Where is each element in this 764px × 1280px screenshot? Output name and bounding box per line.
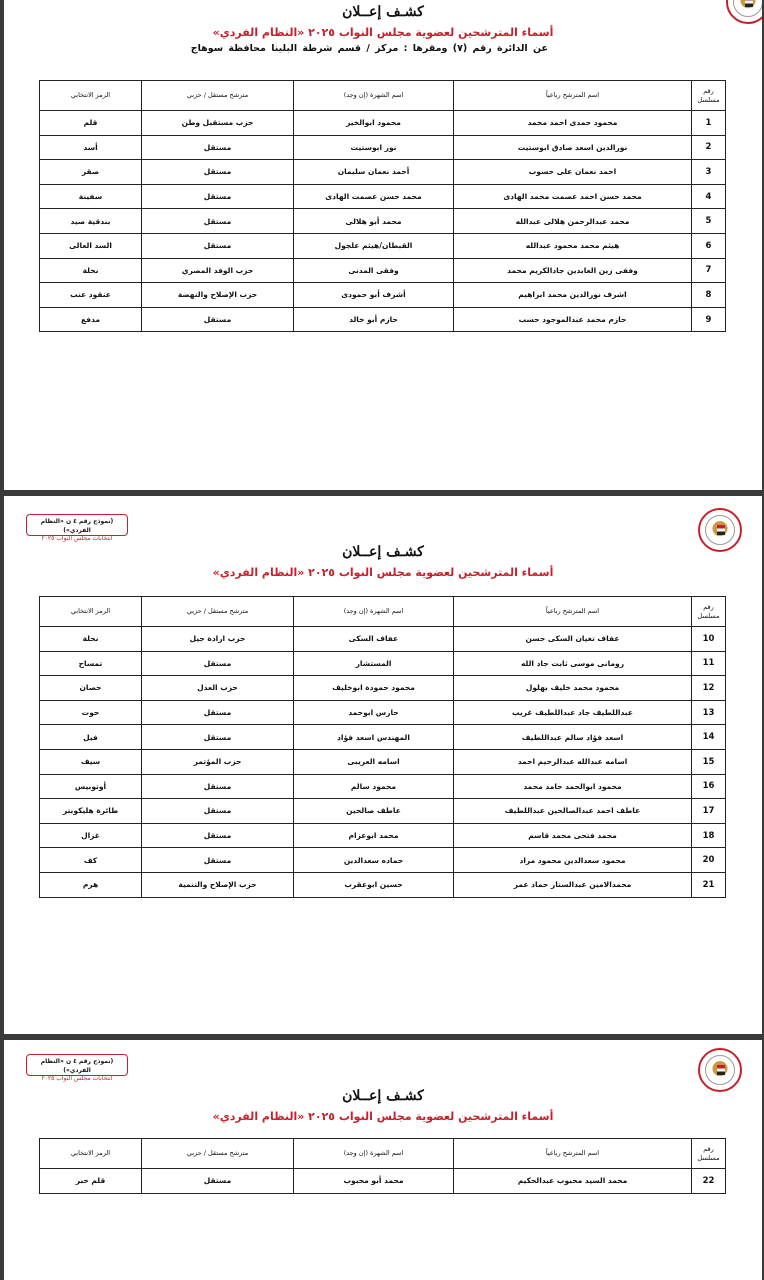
stamp-form-number: (نموذج رقم ٤ ن «النظام الفردي»): [40, 1058, 114, 1074]
table-row: [40, 233, 726, 258]
cell-party: مستقل: [142, 823, 294, 848]
district-info: عن الدائرة رقم (٧) ومقرها : مركز / قسم شرطة البلينا محافظة سوهاج: [190, 43, 548, 54]
cell-serial: 4: [692, 184, 726, 209]
cell-name: اشرف نورالدين محمد ابراهيم: [454, 283, 692, 308]
cell-fame: نور ابوستيت: [294, 135, 454, 160]
page-title: كشـف إعــلان: [342, 4, 424, 20]
cell-serial: 11: [692, 651, 726, 676]
cell-party: حزب ارادة جيل: [142, 627, 294, 652]
cell-fame: عاطف صالحين: [294, 799, 454, 824]
candidates-table: [39, 1138, 726, 1194]
cell-serial: 6: [692, 233, 726, 258]
table-row: [40, 307, 726, 332]
cell-serial: 9: [692, 307, 726, 332]
cell-serial: 17: [692, 799, 726, 824]
page-subtitle: أسماء المترشحين لعضوية مجلس النواب ٢٠٢٥ «النظام الفردي»: [212, 1110, 554, 1123]
cell-fame: حماده سعدالدين: [294, 848, 454, 873]
cell-symbol: حوت: [40, 700, 142, 725]
header-party: مترشح مستقل / حزبي: [142, 597, 294, 627]
cell-name: حازم محمد عبدالموجود حسب: [454, 307, 692, 332]
cell-symbol: بندقية صيد: [40, 209, 142, 234]
table-row: [40, 1169, 726, 1194]
form-stamp: [26, 1054, 128, 1082]
egypt-emblem-logo: [698, 1048, 742, 1092]
cell-symbol: نحلة: [40, 627, 142, 652]
cell-symbol: فيل: [40, 725, 142, 750]
cell-name: وفقى زين العابدين جادالكريم محمد: [454, 258, 692, 283]
table-header-row: [40, 81, 726, 111]
stamp-form-number: (نموذج رقم ٤ ن «النظام الفردي»): [40, 518, 114, 534]
page-title: كشـف إعــلان: [342, 1088, 424, 1104]
table-row: [40, 184, 726, 209]
cell-serial: 13: [692, 700, 726, 725]
stamp-election-name: انتخابات مجلس النواب ٢٠٢٥: [41, 1075, 113, 1082]
page-subtitle: أسماء المترشحين لعضوية مجلس النواب ٢٠٢٥ «النظام الفردي»: [212, 26, 554, 39]
cell-name: عفاف تغيان السكى حسن: [454, 627, 692, 652]
cell-name: اسامه عبدالله عبدالرحيم احمد: [454, 749, 692, 774]
cell-party: حزب الوفد المصري: [142, 258, 294, 283]
cell-serial: 22: [692, 1169, 726, 1194]
cell-symbol: نخلة: [40, 258, 142, 283]
header-party: مترشح مستقل / حزبي: [142, 81, 294, 111]
header-name: اسم المترشح رباعياً: [454, 81, 692, 111]
cell-party: مستقل: [142, 135, 294, 160]
header-symbol: الرمز الانتخابي: [40, 1139, 142, 1169]
cell-name: عاطف احمد عبدالصالحين عبداللطيف: [454, 799, 692, 824]
page-title: كشـف إعــلان: [342, 544, 424, 560]
cell-name: محمود حمدى احمد محمد: [454, 111, 692, 136]
table-row: [40, 872, 726, 897]
cell-party: مستقل: [142, 848, 294, 873]
table-row: [40, 111, 726, 136]
cell-name: محمود ابوالحمد حامد محمد: [454, 774, 692, 799]
cell-fame: القبطان/هيثم علجول: [294, 233, 454, 258]
cell-fame: محمد أبو هلالى: [294, 209, 454, 234]
cell-serial: 7: [692, 258, 726, 283]
stamp-election-name: انتخابات مجلس النواب ٢٠٢٥: [41, 535, 113, 542]
cell-party: مستقل: [142, 725, 294, 750]
cell-fame: محمود ابوالخير: [294, 111, 454, 136]
header-symbol: الرمز الانتخابي: [40, 597, 142, 627]
cell-fame: محمود سالم: [294, 774, 454, 799]
cell-party: مستقل: [142, 799, 294, 824]
cell-party: مستقل: [142, 1169, 294, 1194]
cell-name: عبداللطيف جاد عبداللطيف غريب: [454, 700, 692, 725]
header-fame: اسم الشهرة (إن وجد): [294, 81, 454, 111]
cell-symbol: مدفع: [40, 307, 142, 332]
cell-serial: 20: [692, 848, 726, 873]
cell-symbol: هرم: [40, 872, 142, 897]
cell-serial: 10: [692, 627, 726, 652]
cell-fame: حازم أبو خالد: [294, 307, 454, 332]
table-row: [40, 135, 726, 160]
cell-fame: عفاف السكى: [294, 627, 454, 652]
cell-name: محمود سعدالدين محمود مراد: [454, 848, 692, 873]
cell-party: حزب العدل: [142, 676, 294, 701]
cell-party: مستقل: [142, 184, 294, 209]
table-row: [40, 651, 726, 676]
table-row: [40, 160, 726, 185]
cell-party: حزب الإصلاح والنهضة: [142, 283, 294, 308]
cell-symbol: طائرة هليكوبتر: [40, 799, 142, 824]
cell-name: محمد فتحى محمد قاسم: [454, 823, 692, 848]
cell-name: محمد السيد محبوب عبدالحكيم: [454, 1169, 692, 1194]
cell-name: نورالدين اسعد صادق ابوستيت: [454, 135, 692, 160]
cell-serial: 5: [692, 209, 726, 234]
table-row: [40, 627, 726, 652]
header-name: اسم المترشح رباعياً: [454, 597, 692, 627]
cell-party: مستقل: [142, 651, 294, 676]
cell-symbol: حصان: [40, 676, 142, 701]
header-serial: رقم مسلسل: [692, 1139, 726, 1169]
cell-symbol: كف: [40, 848, 142, 873]
cell-fame: محمد حسن عصمت الهادى: [294, 184, 454, 209]
cell-serial: 16: [692, 774, 726, 799]
header-name: اسم المترشح رباعياً: [454, 1139, 692, 1169]
header-symbol: الرمز الانتخابي: [40, 81, 142, 111]
table-row: [40, 283, 726, 308]
cell-serial: 15: [692, 749, 726, 774]
cell-fame: اسامه العريبى: [294, 749, 454, 774]
cell-fame: أشرف أبو حمودى: [294, 283, 454, 308]
cell-party: مستقل: [142, 774, 294, 799]
cell-fame: حارس ابوحمد: [294, 700, 454, 725]
cell-serial: 8: [692, 283, 726, 308]
table-row: [40, 749, 726, 774]
candidates-table: [39, 596, 726, 898]
table-row: [40, 823, 726, 848]
form-stamp: [26, 514, 128, 542]
cell-party: حزب مستقبل وطن: [142, 111, 294, 136]
cell-symbol: عنقود عنب: [40, 283, 142, 308]
cell-symbol: السد العالى: [40, 233, 142, 258]
table-row: [40, 725, 726, 750]
header-serial: رقم مسلسل: [692, 81, 726, 111]
cell-fame: أحمد نعمان سليمان: [294, 160, 454, 185]
cell-party: مستقل: [142, 700, 294, 725]
cell-name: محمد عبدالرحمن هلالى عبدالله: [454, 209, 692, 234]
cell-symbol: تمساح: [40, 651, 142, 676]
cell-serial: 3: [692, 160, 726, 185]
cell-serial: 1: [692, 111, 726, 136]
table-header-row: [40, 597, 726, 627]
table-row: [40, 676, 726, 701]
cell-fame: المهندس اسعد فؤاد: [294, 725, 454, 750]
cell-name: محمد حسن احمد عصمت محمد الهادى: [454, 184, 692, 209]
cell-party: مستقل: [142, 307, 294, 332]
header-fame: اسم الشهرة (إن وجد): [294, 1139, 454, 1169]
candidates-table: [39, 80, 726, 332]
cell-symbol: سيف: [40, 749, 142, 774]
cell-party: مستقل: [142, 160, 294, 185]
cell-serial: 2: [692, 135, 726, 160]
cell-fame: وفقى المدنى: [294, 258, 454, 283]
document-page-3: [4, 1040, 762, 1280]
cell-serial: 21: [692, 872, 726, 897]
cell-party: حزب المؤتمر: [142, 749, 294, 774]
header-fame: اسم الشهرة (إن وجد): [294, 597, 454, 627]
cell-fame: حسين ابوعقرب: [294, 872, 454, 897]
cell-serial: 18: [692, 823, 726, 848]
cell-fame: محمد أبو محبوب: [294, 1169, 454, 1194]
cell-symbol: غزال: [40, 823, 142, 848]
table-row: [40, 258, 726, 283]
page-subtitle: أسماء المترشحين لعضوية مجلس النواب ٢٠٢٥ «النظام الفردي»: [212, 566, 554, 579]
cell-serial: 14: [692, 725, 726, 750]
cell-name: احمد نعمان على حسوب: [454, 160, 692, 185]
cell-fame: محمود حمودة ابوخليف: [294, 676, 454, 701]
table-row: [40, 209, 726, 234]
cell-fame: المستشار: [294, 651, 454, 676]
cell-party: حزب الإصلاح والتنمية: [142, 872, 294, 897]
cell-fame: محمد ابوعزام: [294, 823, 454, 848]
table-row: [40, 848, 726, 873]
cell-symbol: أوتوبيس: [40, 774, 142, 799]
cell-party: مستقل: [142, 209, 294, 234]
document-page-2: [4, 496, 762, 1034]
header-party: مترشح مستقل / حزبي: [142, 1139, 294, 1169]
egypt-emblem-logo: [698, 508, 742, 552]
cell-symbol: أسد: [40, 135, 142, 160]
cell-name: محمدالامين عبدالستار حماد عمر: [454, 872, 692, 897]
document-page-1: [4, 0, 762, 490]
cell-name: اسعد فؤاد سالم عبداللطيف: [454, 725, 692, 750]
table-row: [40, 799, 726, 824]
cell-symbol: قلم حبر: [40, 1169, 142, 1194]
cell-symbol: قلم: [40, 111, 142, 136]
cell-symbol: صقر: [40, 160, 142, 185]
cell-name: محمود محمد خليف بهلول: [454, 676, 692, 701]
table-row: [40, 700, 726, 725]
cell-serial: 12: [692, 676, 726, 701]
cell-symbol: سفينة: [40, 184, 142, 209]
table-header-row: [40, 1139, 726, 1169]
cell-party: مستقل: [142, 233, 294, 258]
egypt-emblem-logo: [726, 0, 762, 24]
cell-name: رومانى موسى ثابت جاد الله: [454, 651, 692, 676]
header-serial: رقم مسلسل: [692, 597, 726, 627]
cell-name: هيثم محمد محمود عبدالله: [454, 233, 692, 258]
table-row: [40, 774, 726, 799]
